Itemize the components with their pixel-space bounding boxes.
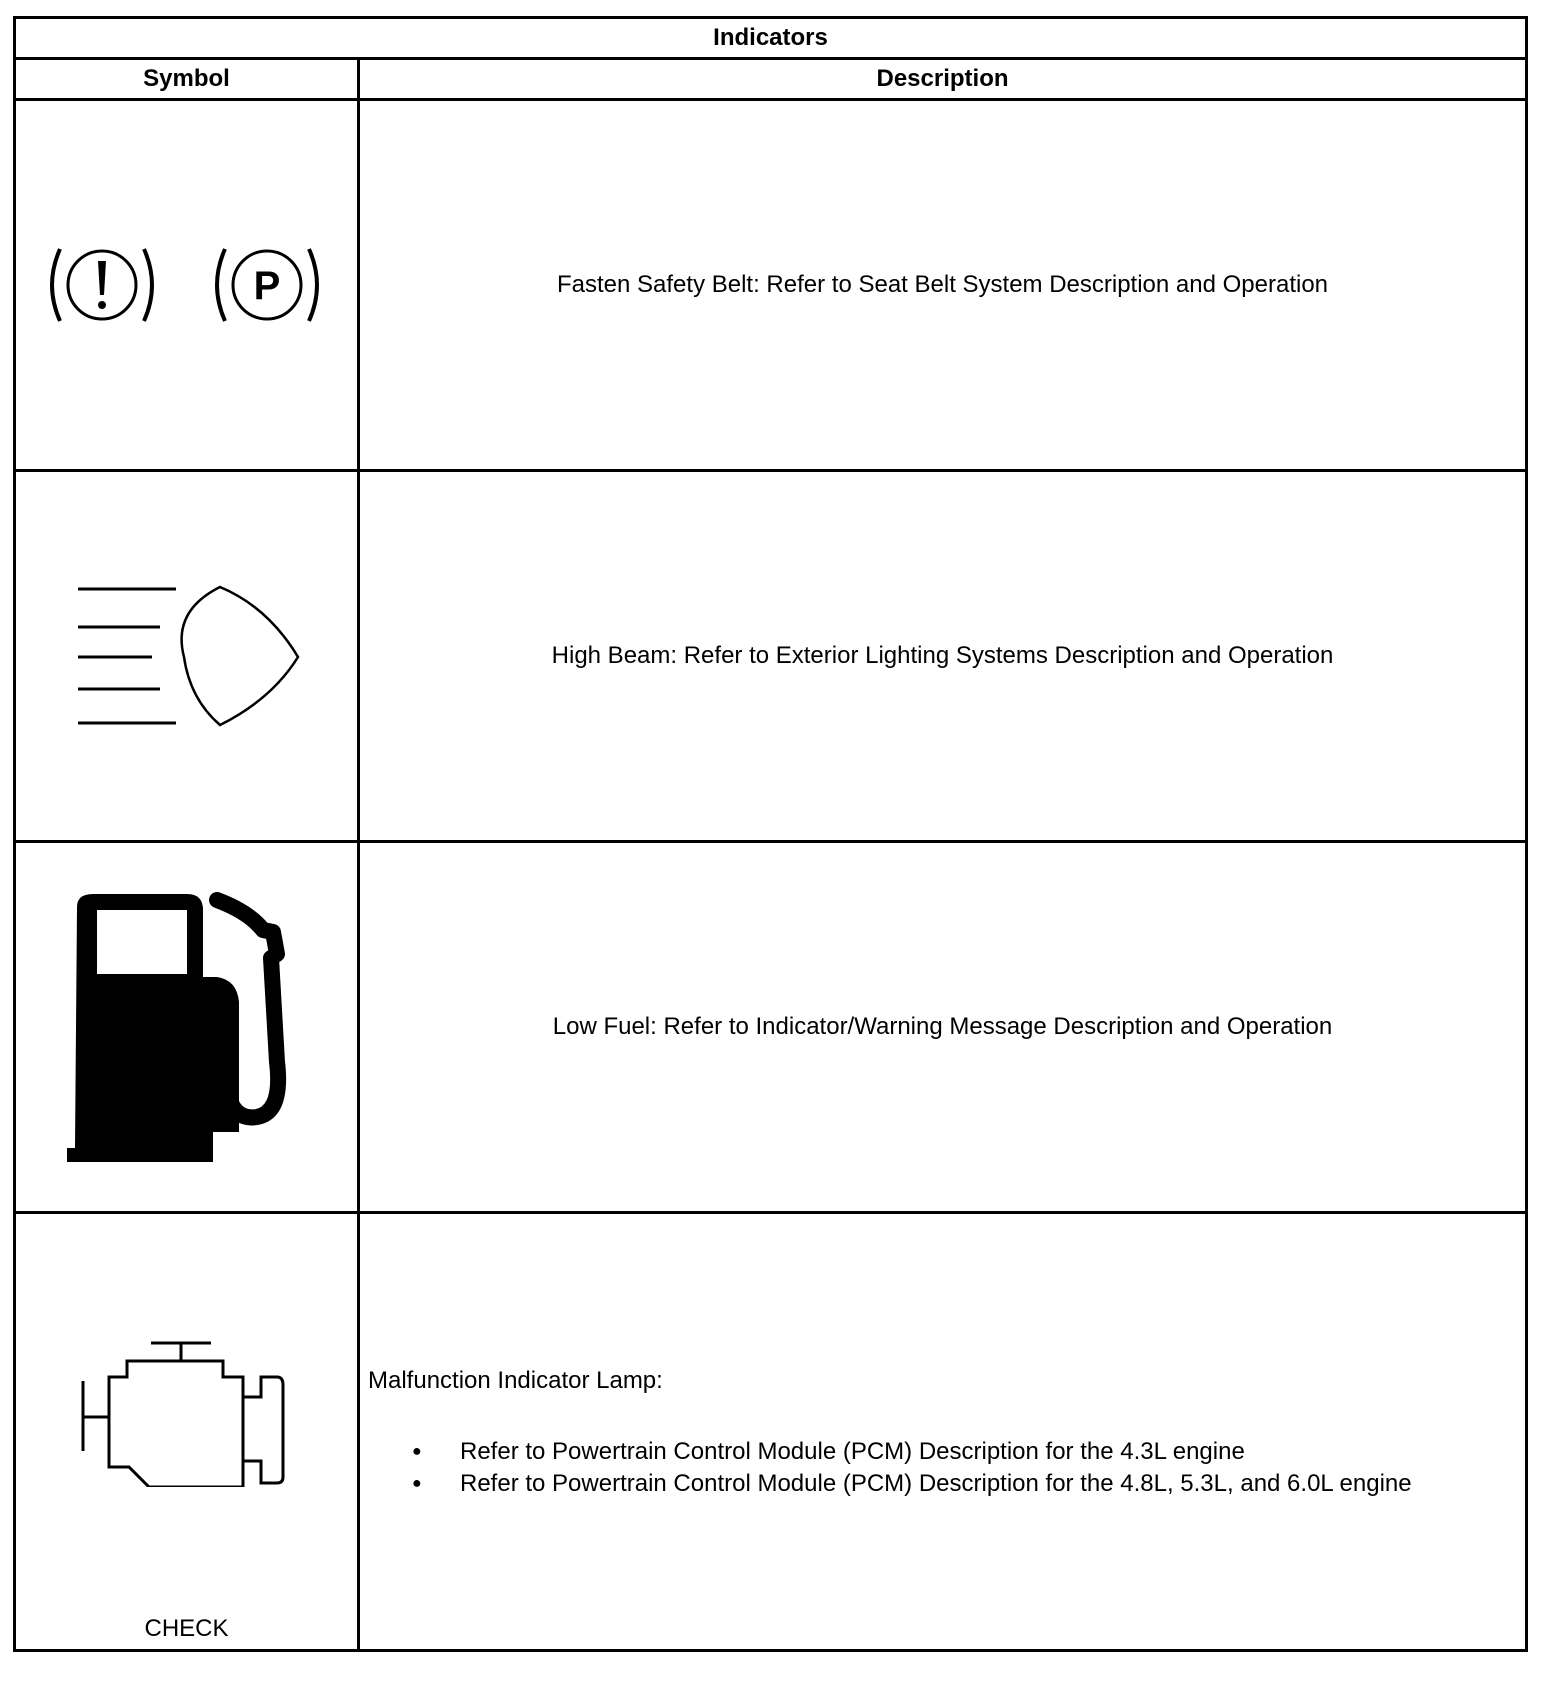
symbol-cell — [15, 1213, 359, 1651]
description-cell — [359, 1213, 1527, 1651]
symbol-cell — [15, 471, 359, 842]
symbol-cell — [15, 842, 359, 1213]
svg-text:P: P — [253, 264, 280, 308]
high-beam-icon — [72, 581, 302, 731]
symbol-header: Symbol — [15, 59, 359, 100]
check-label: CHECK — [144, 1615, 229, 1642]
indicators-table — [13, 16, 1528, 1652]
description-cell: High Beam: Refer to Exterior Lighting Systems Description and Operation — [359, 471, 1527, 842]
fuel-pump-icon — [67, 892, 307, 1162]
table-row — [15, 1213, 1527, 1651]
description-header: Description — [359, 59, 1527, 100]
list-item: ● Refer to Powertrain Control Module (PCM) Description for the 4.3L engine — [460, 1436, 1525, 1468]
engine-icon — [77, 1337, 297, 1487]
symbol-cell — [15, 100, 359, 471]
description-cell: Low Fuel: Refer to Indicator/Warning Message Description and Operation — [359, 842, 1527, 1213]
table-row — [15, 842, 1527, 1213]
mil-description: Malfunction Indicator Lamp: — [368, 1366, 663, 1394]
list-item: ● Refer to Powertrain Control Module (PCM) Description for the 4.8L, 5.3L, and 6.0L engine — [460, 1468, 1525, 1500]
table-title: Indicators — [15, 18, 1527, 59]
description-cell: Fasten Safety Belt: Refer to Seat Belt System Description and Operation — [359, 100, 1527, 471]
brake-warning-icon — [42, 235, 332, 335]
table-row — [15, 100, 1527, 471]
mil-bullet-list — [360, 1436, 1525, 1500]
table-row — [15, 471, 1527, 842]
